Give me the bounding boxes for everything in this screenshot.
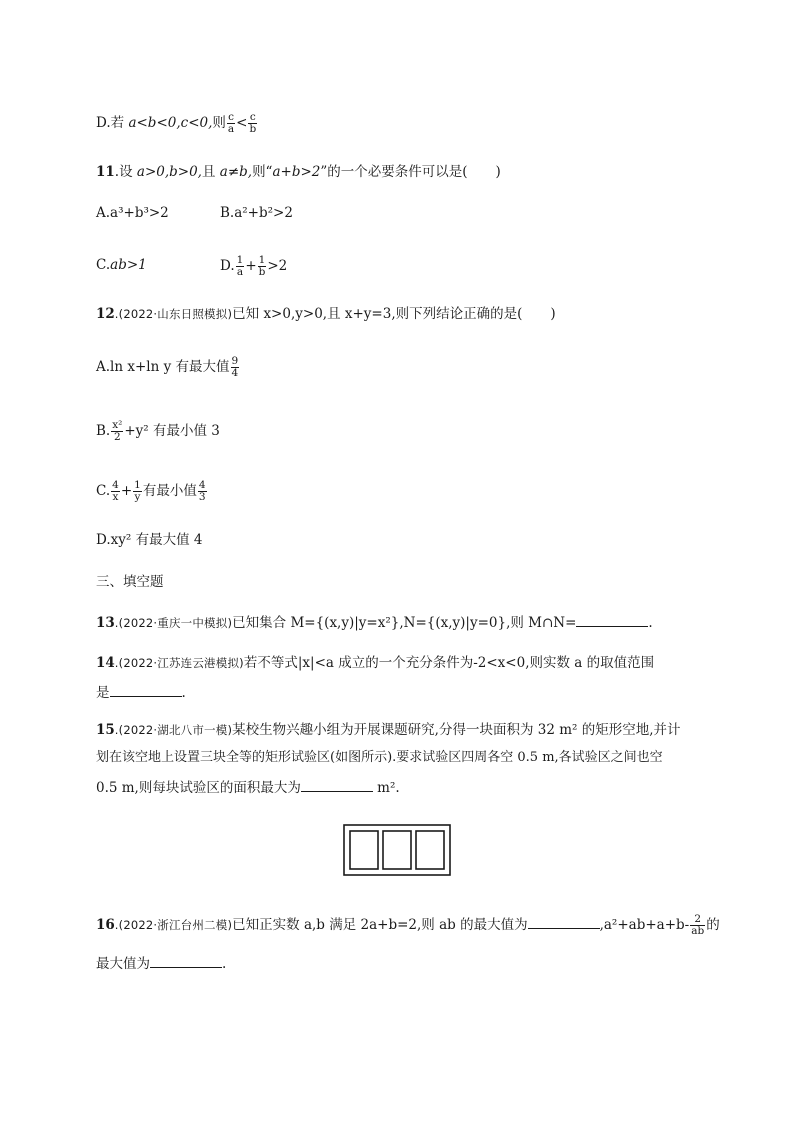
outer-plot-rect [344,825,450,875]
q11-stem: 11.设 a>0,b>0,且 a≠b,则“a+b>2”的一个必要条件可以是( ) [96,164,501,180]
question-number: 13 [96,615,115,631]
q11-option-b: B.a²+b²>2 [220,205,293,221]
q13-stem: 13.(2022·重庆一中模拟)已知集合 M={(x,y)|y=x²},N={(x,y)|y=0},则 M∩N= . [96,612,653,633]
q15-stem-line1: 15.(2022·湖北八市一模)某校生物兴趣小组为开展课题研究,分得一块面积为 32 m² 的矩形空地,并计 [96,722,681,738]
fraction: $\frac{1}{a}$ [236,254,244,278]
fraction: $\frac{4}{3}$ [198,479,206,503]
q14-stem-line2: 是 . [96,682,186,703]
trial-area-2 [383,831,411,869]
q12-option-d: D.xy² 有最大值 4 [96,532,203,548]
question-number: 15 [96,722,115,738]
q14-stem-line1: 14.(2022·江苏连云港模拟)若不等式|x|<a 成立的一个充分条件为-2<x<0,则实数 a 的取值范围 [96,655,655,671]
fraction: $\frac{4}{x}$ [112,479,119,503]
question-number: 14 [96,655,115,671]
q12-option-a: A.ln x+ln y 有最大值 $\frac{9}{4}$ [96,355,239,379]
q12-option-c: C. $\frac{4}{x}$ + $\frac{1}{y}$ 有最小值 $\frac{4}{3}$ [96,479,206,503]
fraction: $\frac{c}{a}$ [227,111,235,135]
q12-stem: 12.(2022·山东日照模拟)已知 x>0,y>0,且 x+y=3,则下列结论正确的是( ) [96,306,556,322]
trial-area-1 [350,831,378,869]
q10-option-d: D.若 a<b<0,c<0,则 $\frac{c}{a}$ < $\frac{c}{b}$ [96,111,257,135]
q11-option-a: A.a³+b³>2 [96,205,169,221]
question-source: .(2022·山东日照模拟) [114,307,233,321]
section-title: 三、填空题 [96,574,164,590]
q15-stem-line3: 0.5 m,则每块试验区的面积最大为 m². [96,777,400,798]
question-source: .(2022·江苏连云港模拟) [114,656,244,670]
fraction: $\frac{c}{b}$ [249,111,257,135]
q12-option-b: B. $\frac{\text{x²}}{2}$ +y² 有最小值 3 [96,419,220,443]
q11-option-c: C.ab>1 [96,257,147,273]
question-source: .(2022·湖北八市一模) [114,723,233,737]
answer-blank[interactable] [301,777,373,792]
fraction: $\frac{1}{b}$ [258,254,266,278]
question-number: 16 [96,917,115,933]
question-number: 12 [96,306,115,322]
q15-stem-line2: 划在该空地上设置三块全等的矩形试验区(如图所示).要求试验区四周各空 0.5 m,各试验区之间也空 [96,750,663,765]
fraction: $\frac{9}{4}$ [231,355,239,379]
fraction: $\frac{\text{x²}}{2}$ [112,419,123,443]
answer-blank[interactable] [528,914,600,929]
q16-stem-line2: 最大值为 . [96,953,226,974]
fraction: $\frac{2}{ab}$ [691,913,705,937]
question-source: .(2022·浙江台州二模) [114,918,233,932]
answer-blank[interactable] [576,612,648,627]
trial-area-3 [416,831,444,869]
question-number: 11 [96,164,115,180]
fraction: $\frac{1}{y}$ [134,479,141,503]
question-source: .(2022·重庆一中模拟) [114,616,233,630]
q16-stem-line1: 16.(2022·浙江台州二模)已知正实数 a,b 满足 2a+b=2,则 ab 的最大值为 ,a²+ab+a+b- $\frac{2}{ab}$ 的 [96,913,720,937]
answer-blank[interactable] [110,682,182,697]
q11-option-d: D. $\frac{1}{a}$ + $\frac{1}{b}$ >2 [220,254,288,278]
answer-blank[interactable] [150,953,222,968]
plot-diagram [343,824,451,876]
